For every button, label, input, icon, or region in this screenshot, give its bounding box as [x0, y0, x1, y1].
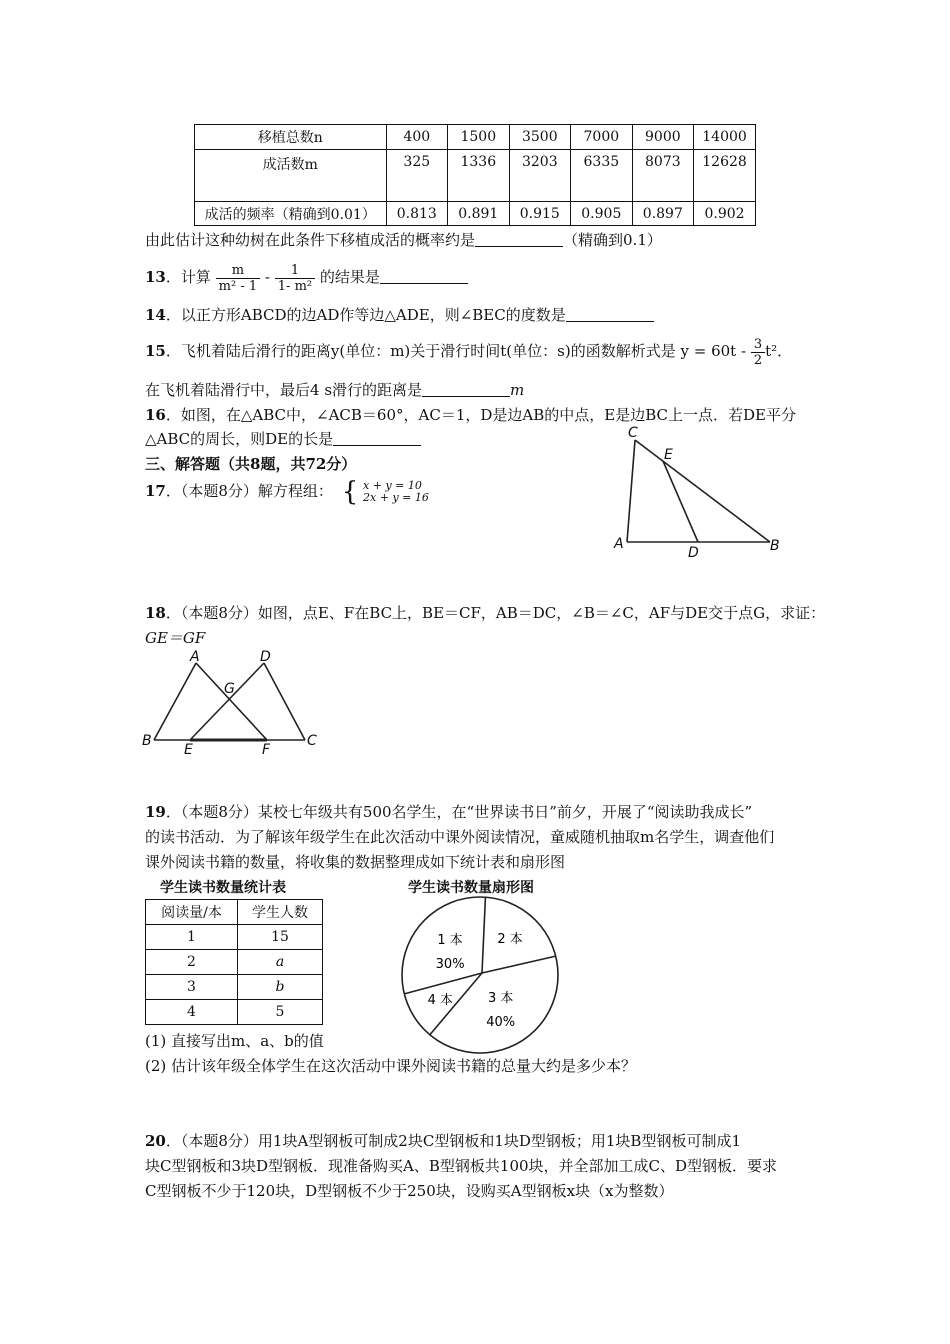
pie-title: 学生读书数量扇形图: [408, 880, 534, 896]
q15-line2: 在飞机着陆滑行中，最后4 s滑行的距离是 m: [145, 381, 525, 399]
label-c: C: [628, 425, 638, 441]
label-b: B: [142, 733, 152, 749]
pie-slice-label: 3 本: [487, 991, 514, 1007]
equation-system: x + y = 10 2x + y = 16: [363, 479, 429, 504]
q16-question: 16．如图，在△ABC中，∠ACB＝60°，AC＝1，D是边AB的中点，E是边BC上一点．若DE平分: [145, 406, 796, 424]
segment-af: [196, 663, 267, 740]
reading-stats-table: [145, 899, 323, 1025]
q19-sub1: (1) 直接写出m、a、b的值: [145, 1032, 324, 1050]
answer-blank: [333, 429, 421, 446]
q12-cell: 0.897: [632, 202, 694, 226]
q12-cell: 成活数m: [195, 150, 387, 202]
label-a: A: [190, 649, 200, 665]
segment-de: [190, 663, 264, 740]
q14-question: 14．以正方形ABCD的边AD作等边△ADE，则∠BEC的度数是: [145, 304, 654, 326]
table-cell: 3: [146, 975, 238, 1000]
brace: {: [341, 477, 359, 507]
q20-line3: C型钢板不少于120块，D型钢板不少于250块，设购买A型钢板x块（x为整数）: [145, 1182, 674, 1200]
table-cell: 2: [146, 950, 238, 975]
label-c: C: [307, 733, 317, 749]
q12-cell: 0.902: [694, 202, 756, 226]
q20-question: 20．（本题8分）用1块A型钢板可制成2块C型钢板和1块D型钢板；用1块B型钢板可制成1: [145, 1132, 741, 1150]
table-cell: a: [238, 950, 323, 975]
answer-blank: [380, 267, 468, 284]
q19-line2: 的读书活动．为了解该年级学生在此次活动中课外阅读情况，童威随机抽取m名学生，调查他们: [145, 828, 775, 846]
q12-header-cell: 7000: [571, 125, 633, 150]
q18-question: 18．（本题8分）如图，点E、F在BC上，BE＝CF，AB＝DC，∠B＝∠C，AF与DE交于点G，求证：: [145, 604, 826, 622]
table-header: 阅读量/本: [146, 900, 238, 925]
q18-figure: [140, 648, 330, 758]
pie-slice-label: 4 本: [427, 992, 454, 1008]
q12-header-cell: 400: [386, 125, 448, 150]
table-cell: 1: [146, 925, 238, 950]
label-f: F: [262, 742, 271, 758]
q12-cell: 0.905: [571, 202, 633, 226]
q12-cell: 12628: [694, 150, 756, 202]
q12-header-cell: 14000: [694, 125, 756, 150]
q19-sub2: (2) 估计该年级全体学生在这次活动中课外阅读书籍的总量大约是多少本？: [145, 1057, 637, 1075]
q13-question: 13．计算 $\frac{m}{\text{m² - 1}}$ - $\frac{1}{\text{1- m²}}$ 的结果是: [145, 260, 468, 294]
q12-header-cell: 1500: [448, 125, 510, 150]
fraction: $\frac{3}{2}$: [751, 337, 765, 368]
table-header: 学生人数: [238, 900, 323, 925]
answer-blank: [422, 380, 510, 397]
pie-slice-percent: 40%: [486, 1015, 516, 1031]
label-e: E: [184, 742, 193, 758]
segment-de: [663, 461, 698, 542]
fraction: $\frac{1}{\text{1- m²}}$: [275, 263, 315, 294]
q12-cell: 8073: [632, 150, 694, 202]
fraction: $\frac{m}{\text{m² - 1}}$: [216, 263, 260, 294]
table-cell: b: [238, 975, 323, 1000]
q19-question: 19．（本题8分）某校七年级共有500名学生，在“世界读书日”前夕，开展了“阅读助我成长”: [145, 803, 753, 821]
q19-line3: 课外阅读书籍的数量，将收集的数据整理成如下统计表和扇形图: [145, 853, 566, 871]
q12-cell: 成活的频率（精确到0.01）: [195, 202, 387, 226]
q12-cell: 0.891: [448, 202, 510, 226]
q12-table: [194, 124, 756, 226]
q12-cell: 6335: [571, 150, 633, 202]
q16-triangle-figure: [600, 420, 800, 565]
label-b: B: [770, 538, 780, 554]
label-a: A: [614, 536, 624, 552]
q12-cell: 0.813: [386, 202, 448, 226]
label-d: D: [260, 649, 271, 665]
pie-slice-label: 2 本: [497, 932, 523, 948]
q12-header-cell: 9000: [632, 125, 694, 150]
pie-slice-label: 1 本: [437, 932, 463, 948]
answer-blank: [566, 305, 654, 322]
table-cell: 15: [238, 925, 323, 950]
label-d: D: [688, 545, 699, 561]
q18-line2: GE＝GF: [145, 629, 206, 647]
segment-ab: [154, 663, 196, 740]
q17-question: 17．（本题8分）解方程组： { x + y = 10 2x + y = 16: [145, 477, 429, 507]
section-heading: 三、解答题（共8题，共72分）: [145, 455, 357, 473]
q12-header-cell: 3500: [509, 125, 571, 150]
table-cell: 4: [146, 1000, 238, 1025]
pie-chart: [400, 895, 560, 1055]
table-cell: 5: [238, 1000, 323, 1025]
q15-question: 15．飞机着陆后滑行的距离y(单位：m)关于滑行时间t(单位：s)的函数解析式是 y = 60t - $\frac{3}{2}$ t²．: [145, 336, 793, 368]
q12-header-cell: 移植总数n: [195, 125, 387, 150]
pie-slice-percent: 30%: [435, 956, 465, 972]
q20-line2: 块C型钢板和3块D型钢板．现准备购买A、B型钢板共100块，并全部加工成C、D型钢板．要求: [145, 1157, 778, 1175]
label-e: E: [664, 447, 673, 463]
q12-cell: 325: [386, 150, 448, 202]
label-g: G: [224, 681, 235, 697]
q12-cell: 3203: [509, 150, 571, 202]
segment-dc: [264, 663, 305, 740]
table-title: 学生读书数量统计表: [160, 880, 286, 896]
q12-cell: 1336: [448, 150, 510, 202]
q12-question: 由此估计这种幼树在此条件下移植成活的概率约是 （精确到0.1）: [145, 231, 662, 249]
segment-cb: [635, 440, 770, 542]
answer-blank: [475, 230, 563, 247]
q12-cell: 0.915: [509, 202, 571, 226]
segment-ca: [627, 440, 635, 542]
q16-line2: △ABC的周长，则DE的长是: [145, 428, 421, 450]
